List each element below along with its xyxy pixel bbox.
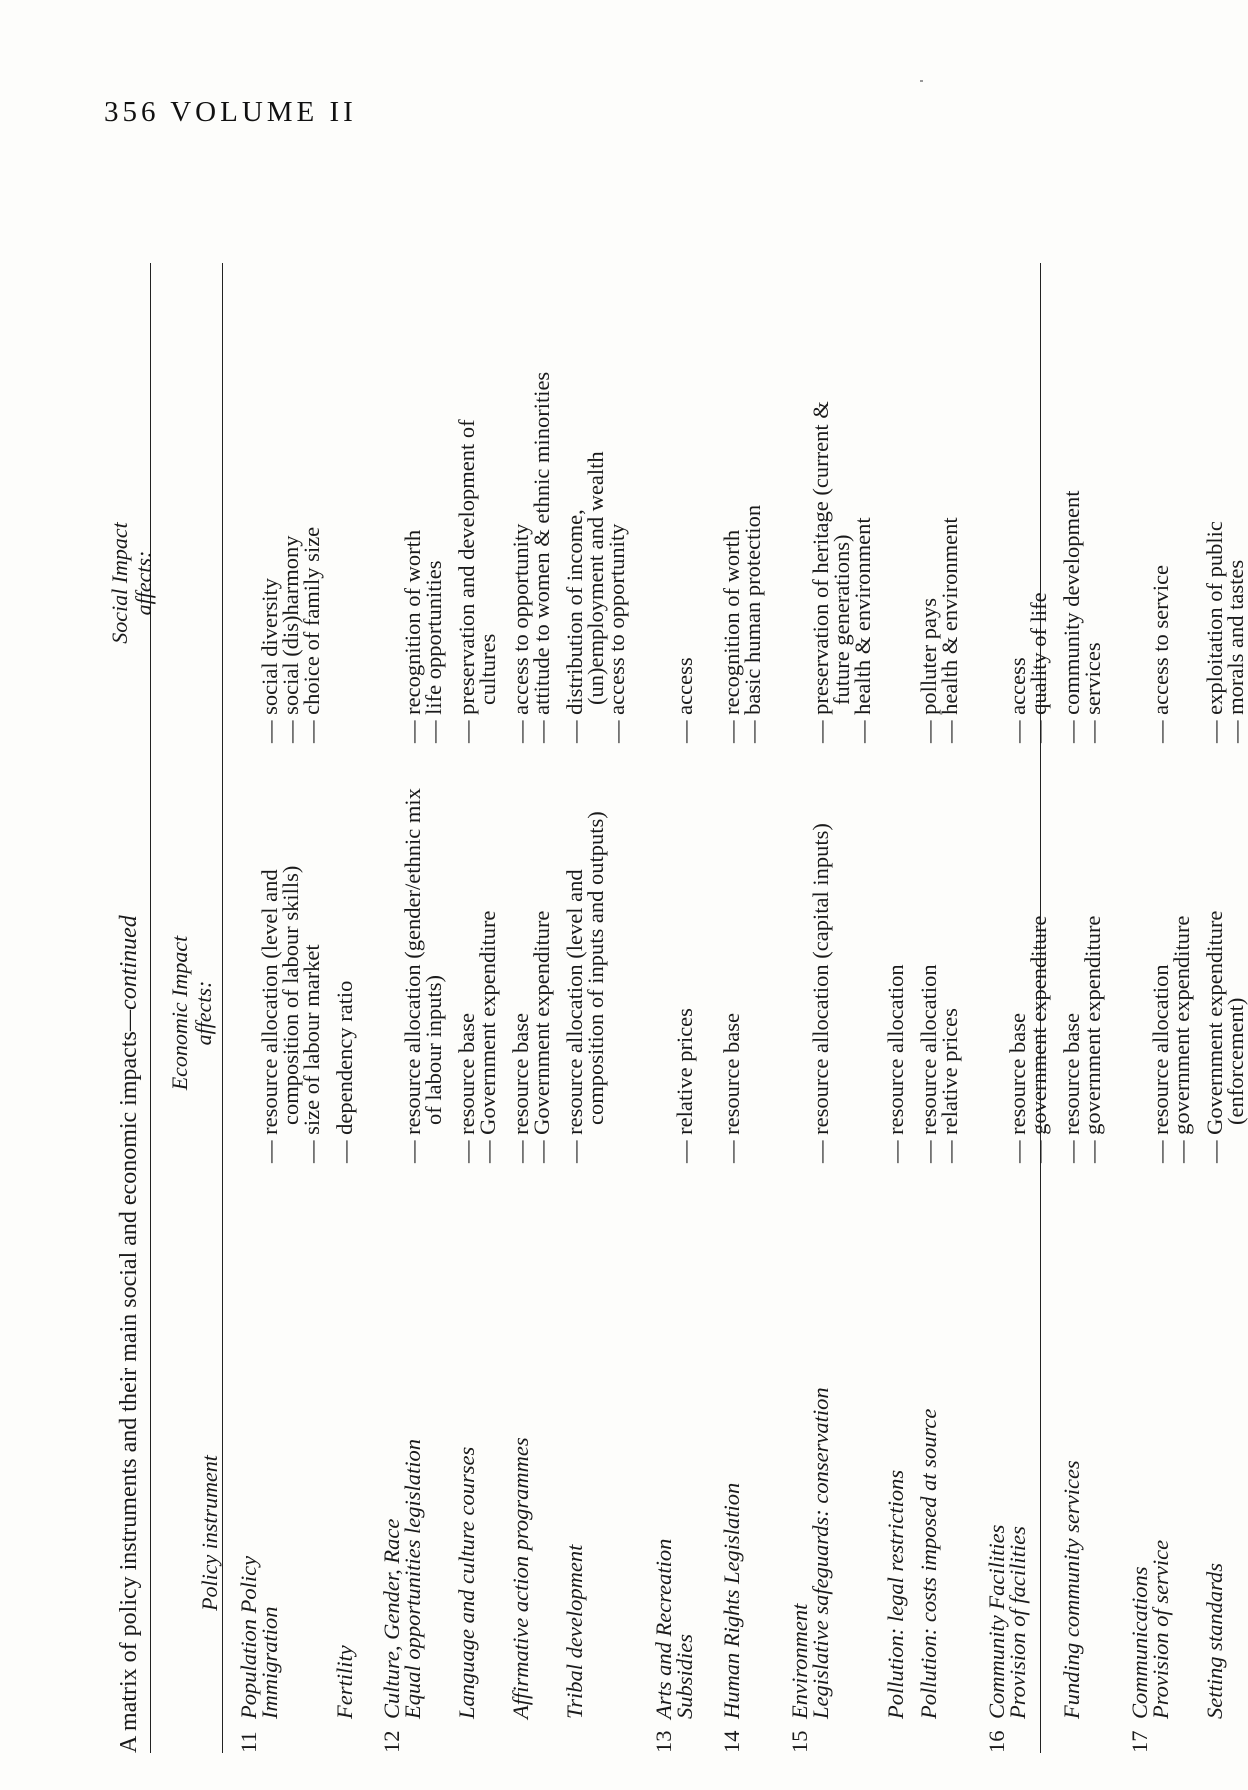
policy-instrument: Pollution: costs imposed at source [916,1408,941,1719]
economic-impact: — resource allocation (level and [562,869,587,1163]
social-impact: cultures [475,633,500,705]
economic-impact: — resource base [1005,1013,1030,1163]
social-impact: — exploitation of public [1202,521,1227,743]
section-number: 12 [379,1730,404,1753]
policy-instrument: Provision of service [1148,1539,1173,1719]
social-impact: — access [672,657,697,743]
economic-impact: — government expenditure [1080,915,1105,1163]
social-impact: — attitude to women & ethnic minorities [529,371,554,743]
economic-impact: of labour inputs) [421,975,446,1125]
section-title: Arts and Recreation [651,1538,676,1719]
economic-impact: — government expenditure [1026,915,1051,1163]
economic-impact: — dependency ratio [332,980,357,1163]
economic-impact: — Government expenditure [475,910,500,1163]
section-number: 17 [1127,1730,1152,1753]
policy-instrument: Legislative safeguards: conservation [808,1387,833,1719]
policy-instrument: Pollution: legal restrictions [883,1469,908,1719]
social-impact: — morals and tastes [1223,559,1248,743]
caption-text: A matrix of policy instruments and their main social and economic impacts [116,1031,142,1753]
economic-impact: — resource allocation (level and [257,869,282,1163]
social-impact: — basic human protection [740,504,765,743]
col-head-social-title: Social Impact [107,522,132,644]
economic-impact: — resource allocation [916,964,941,1163]
social-impact: — health & environment [850,517,875,743]
running-head: 356 VOLUME II [104,96,357,128]
social-impact: — access to service [1148,564,1173,743]
economic-impact: — resource allocation (gender/ethnic mix [400,788,425,1163]
section-title: Communications [1127,1566,1152,1719]
social-impact: — recognition of worth [400,529,425,743]
economic-impact: composition of inputs and outputs) [583,811,608,1125]
social-impact: — social (dis)harmony [278,535,303,743]
section-number: 15 [787,1730,812,1753]
col-head-policy: Policy instrument [197,1455,222,1611]
header-rule [222,263,223,1753]
economic-impact: — relative prices [937,1008,962,1163]
policy-instrument: Provision of facilities [1005,1526,1030,1719]
economic-impact: — resource base [719,1013,744,1163]
economic-impact: — Government expenditure [529,910,554,1163]
social-impact: — quality of life [1026,592,1051,743]
economic-impact: — size of labour market [299,944,324,1163]
scan-speck [920,80,923,82]
social-impact: — recognition of worth [719,529,744,743]
policy-instrument: Language and culture courses [454,1446,479,1719]
section-number: 13 [651,1730,676,1753]
col-head-social [108,443,156,723]
policy-instrument: Fertility [332,1645,357,1719]
section-title: Community Facilities [984,1524,1009,1719]
economic-impact: — resource allocation (capital inputs) [808,823,833,1163]
social-impact: — life opportunities [421,560,446,743]
table-caption [116,915,143,1753]
social-impact: — community development [1059,490,1084,743]
social-impact: — preservation and development of [454,419,479,743]
social-impact: — polluter pays [916,598,941,743]
social-impact: — health & environment [937,517,962,743]
policy-instrument: Tribal development [562,1544,587,1719]
economic-impact: — resource base [1059,1013,1084,1163]
economic-impact: — Government expenditure [1202,910,1227,1163]
economic-impact: — resource base [508,1013,533,1163]
section-title: Culture, Gender, Race [379,1518,404,1719]
social-impact: — distribution of income, [562,509,587,743]
col-head-social-sub: affects: [131,550,156,616]
policy-instrument: Setting standards [1202,1562,1227,1719]
economic-impact: — resource allocation [1148,964,1173,1163]
social-impact: — choice of family size [299,526,324,743]
col-head-economic [168,883,216,1143]
caption-continued: —continued [116,915,142,1032]
policy-instrument: Immigration [257,1606,282,1719]
social-impact: — access [1005,657,1030,743]
economic-impact: — resource base [454,1013,479,1163]
economic-impact: — government expenditure [1169,915,1194,1163]
rotated-table [107,263,1248,1753]
section-number: 11 [236,1731,261,1753]
policy-instrument: Subsidies [672,1633,697,1719]
section-title: Population Policy [236,1555,261,1719]
section-number: 16 [984,1730,1009,1753]
bottom-rule [1040,263,1041,1753]
social-impact: (un)employment and wealth [583,451,608,705]
social-impact: — access to opportunity [604,523,629,743]
section-title: Human Rights Legislation [719,1482,744,1719]
social-impact: — preservation of heritage (current & [808,401,833,743]
economic-impact: — resource allocation [883,964,908,1163]
social-impact: — social diversity [257,578,282,743]
economic-impact: composition of labour skills) [278,865,303,1125]
social-impact: future generations) [829,534,854,705]
economic-impact: (enforcement) [1223,997,1248,1125]
social-impact: — access to opportunity [508,523,533,743]
section-number: 14 [719,1730,744,1753]
social-impact: — services [1080,642,1105,743]
col-head-economic-sub: affects: [191,980,216,1046]
policy-instrument: Affirmative action programmes [508,1437,533,1719]
policy-instrument: Equal opportunities legislation [400,1439,425,1719]
section-title: Environment [787,1603,812,1719]
policy-instrument: Funding community services [1059,1460,1084,1719]
col-head-economic-title: Economic Impact [167,935,192,1091]
economic-impact: — relative prices [672,1008,697,1163]
